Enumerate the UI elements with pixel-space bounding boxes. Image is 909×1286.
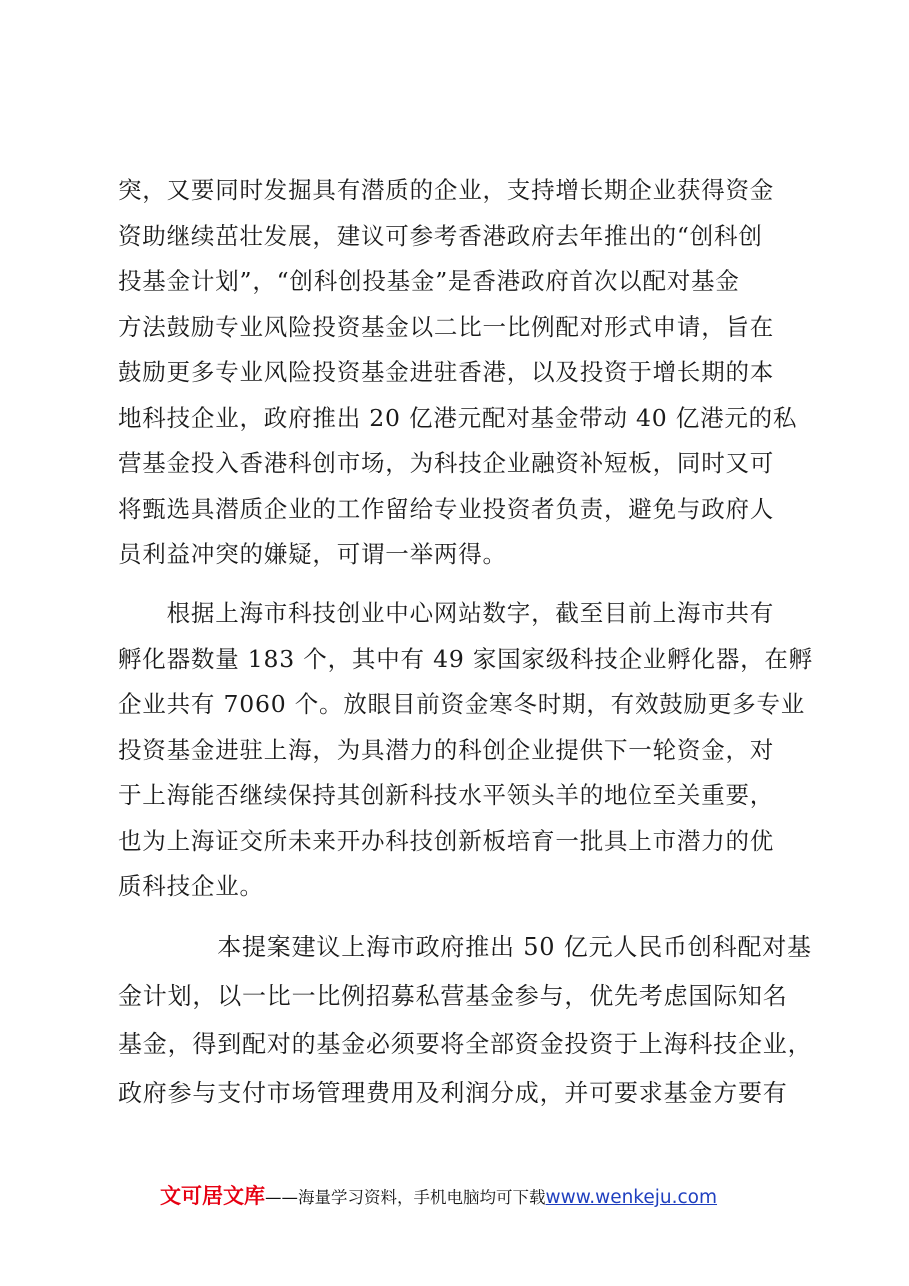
text-line: 地科技企业，政府推出 20 亿港元配对基金带动 40 亿港元的私 [118, 403, 798, 432]
paragraph-2 [118, 591, 814, 910]
text-line: 本提案建议上海市政府推出 50 亿元人民币创科配对基 [118, 933, 812, 961]
text-line: 基金，得到配对的基金必须要将全部资金投资于上海科技企业， [118, 1030, 813, 1058]
paragraph-1 [118, 168, 808, 578]
text-line: 企业共有 7060 个。放眼目前资金寒冬时期，有效鼓励更多专业 [118, 690, 806, 718]
footer-brand: 文可居文库 [160, 1184, 265, 1208]
text-line: 于上海能否继续保持其创新科技水平领头羊的地位至关重要， [118, 781, 775, 809]
text-line: 员利益冲突的嫌疑，可谓一举两得。 [118, 540, 507, 568]
text-line: 政府参与支付市场管理费用及利润分成，并可要求基金方要有 [118, 1078, 788, 1107]
text-line: 将甄选具潜质企业的工作留给专业投资者负责，避免与政府人 [118, 494, 775, 523]
text-line: 也为上海证交所未来开办科技创新板培育一批具上市潜力的优 [118, 826, 775, 855]
text-line: 孵化器数量 183 个，其中有 49 家国家级科技企业孵化器，在孵 [118, 644, 814, 673]
text-line: 投基金计划”，“创科创投基金”是香港政府首次以配对基金 [118, 267, 740, 295]
text-line: 资助继续茁壮发展，建议可参考香港政府去年推出的“创科创 [118, 221, 763, 250]
text-line: 金计划，以一比一比例招募私营基金参与，优先考虑国际知名 [118, 981, 788, 1010]
paragraph-3 [118, 923, 813, 1117]
footer-banner [160, 1181, 800, 1211]
text-line: 鼓励更多专业风险投资基金进驻香港，以及投资于增长期的本 [118, 358, 775, 386]
text-line: 突，又要同时发掘具有潜质的企业，支持增长期企业获得资金 [118, 176, 775, 204]
text-line: 投资基金进驻上海，为具潜力的科创企业提供下一轮资金，对 [118, 735, 775, 764]
text-line: 方法鼓励专业风险投资基金以二比一比例配对形式申请，旨在 [118, 312, 775, 341]
text-line: 质科技企业。 [118, 872, 264, 900]
text-line: 营基金投入香港科创市场，为科技企业融资补短板，同时又可 [118, 449, 775, 477]
footer-tagline: ——海量学习资料，手机电脑均可下载 [265, 1188, 546, 1207]
footer-site-link[interactable]: www.wenkeju.com [545, 1187, 718, 1208]
text-line: 根据上海市科技创业中心网站数字，截至目前上海市共有 [118, 599, 775, 627]
